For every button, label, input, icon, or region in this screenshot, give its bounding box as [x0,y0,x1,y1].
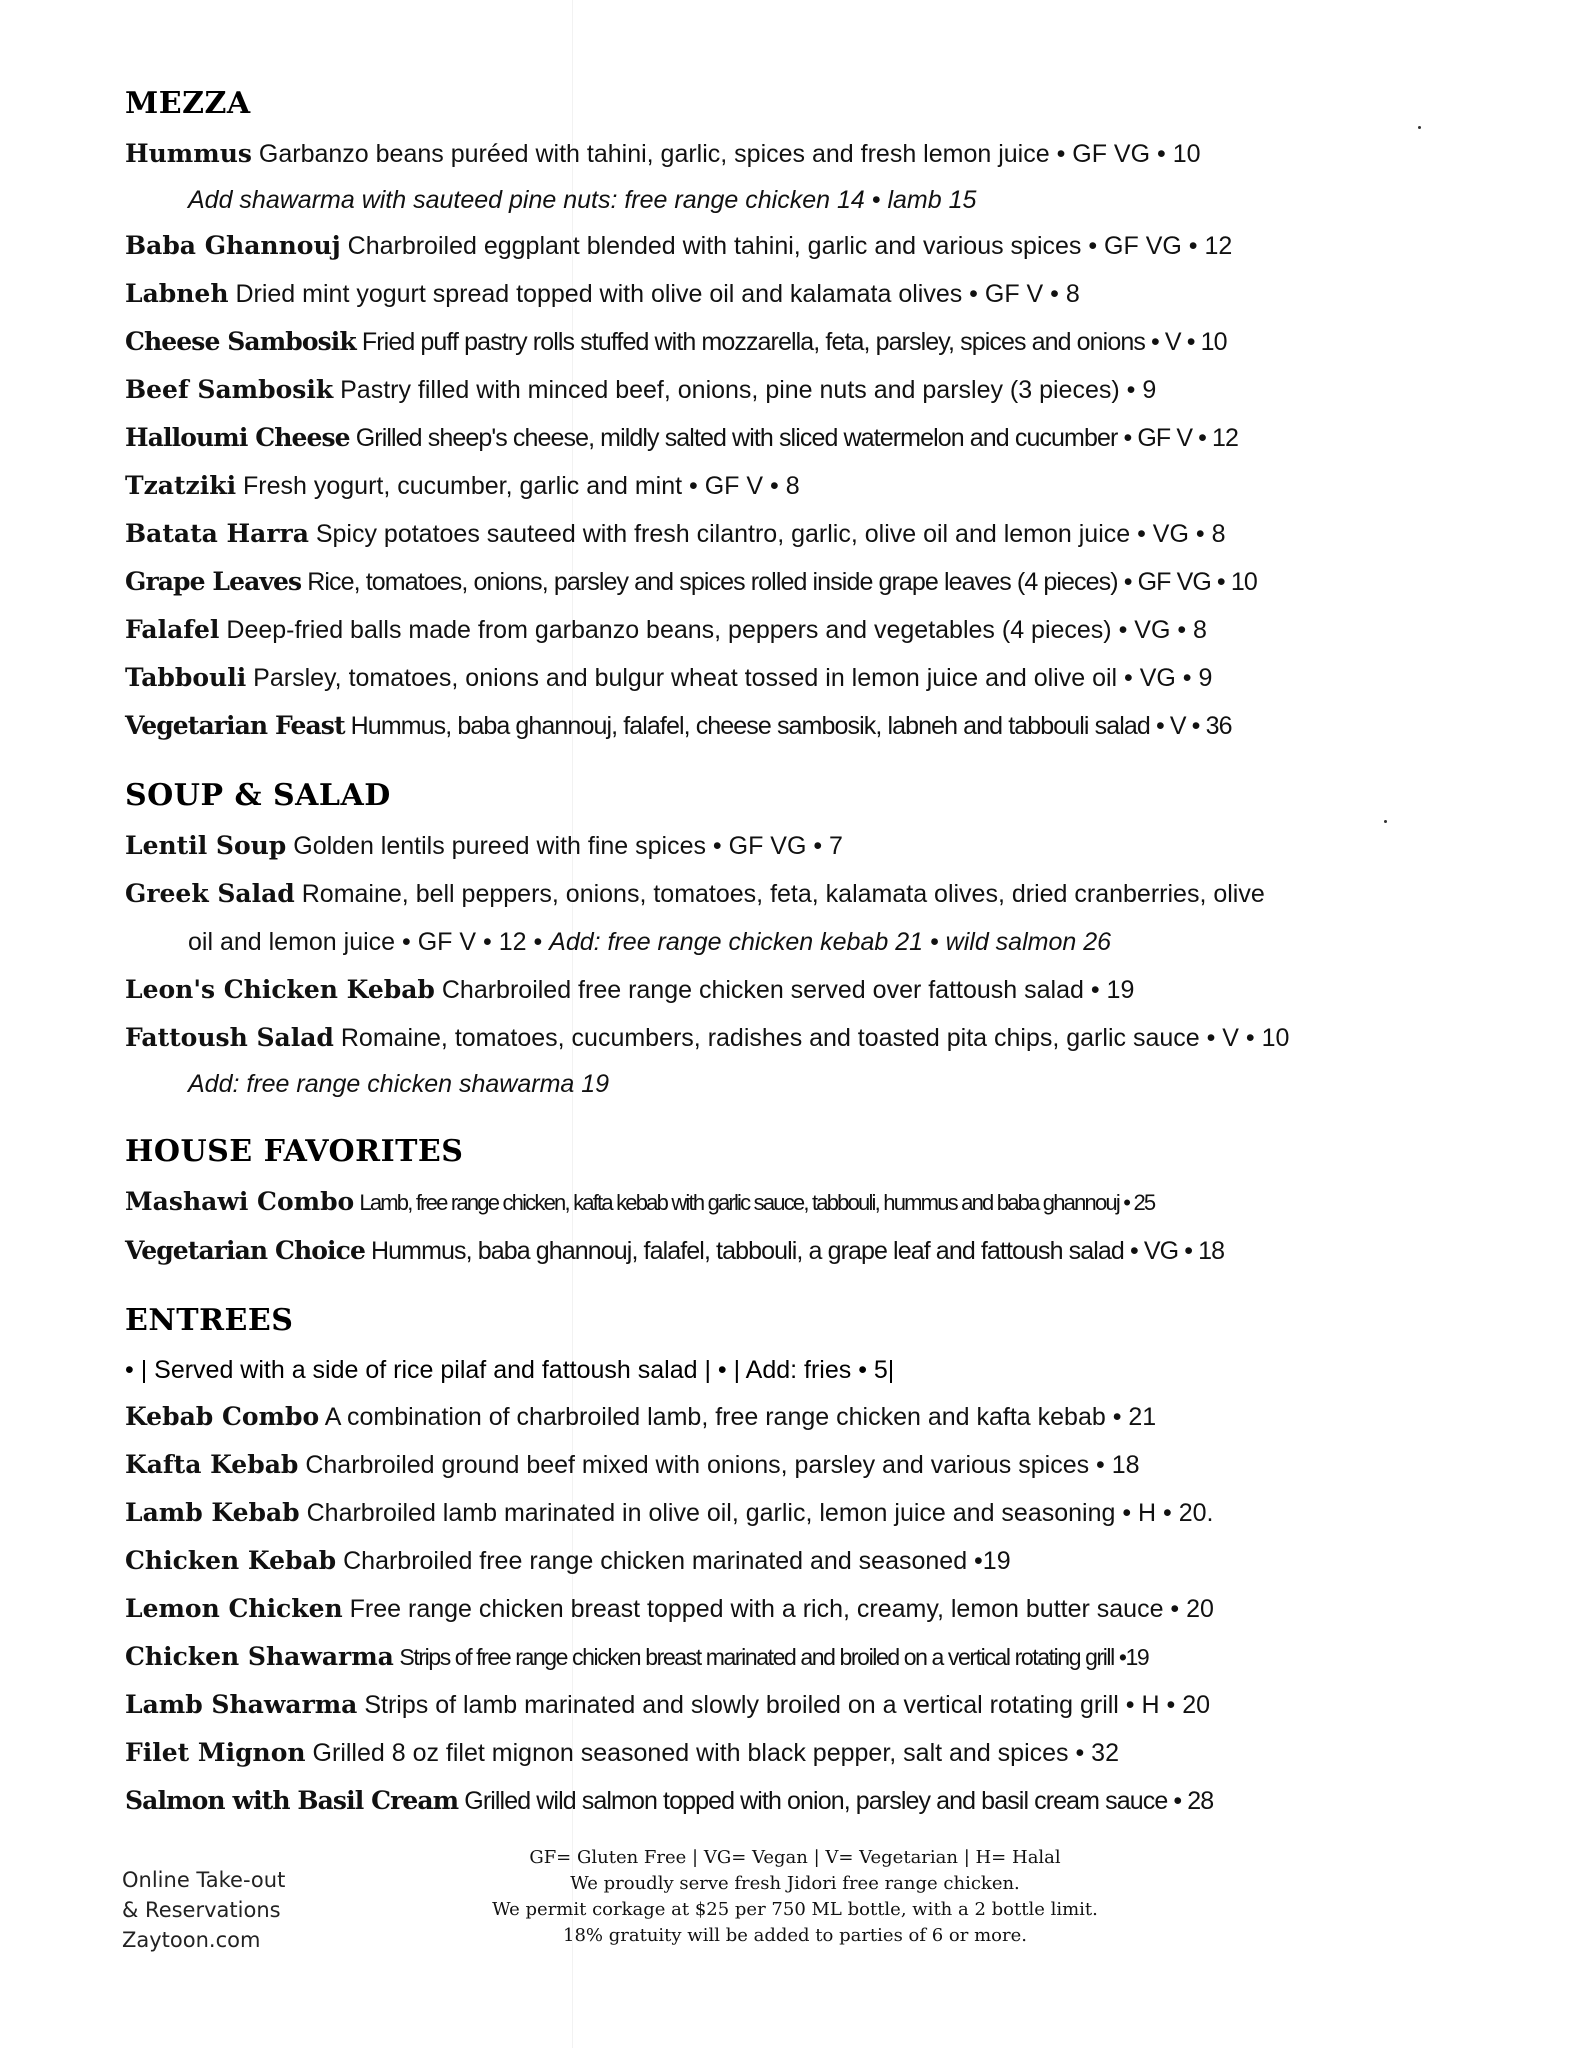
item-description: Fried puff pastry rolls stuffed with mozzarella, feta, parsley, spices and onions • V • 10 [361,328,1227,356]
item-name: Hummus [125,139,252,168]
item-description: Free range chicken breast topped with a rich, creamy, lemon butter sauce • 20 [349,1595,1214,1623]
menu-item-vegetarian-feast [125,702,1505,750]
item-name: Filet Mignon [125,1738,306,1767]
menu-item-baba-ghannouj [125,222,1505,270]
item-description: Charbroiled free range chicken marinated and seasoned •19 [343,1547,1011,1575]
item-description: Dried mint yogurt spread topped with olive oil and kalamata olives • GF V • 8 [235,280,1080,308]
item-description: Romaine, bell peppers, onions, tomatoes, feta, kalamata olives, dried cranberries, olive [301,880,1265,908]
item-description: Grilled 8 oz filet mignon seasoned with black pepper, salt and spices • 32 [312,1739,1119,1767]
menu-item-batata-harra [125,510,1505,558]
item-description: A combination of charbroiled lamb, free range chicken and kafta kebab • 21 [324,1403,1157,1431]
menu-item-chicken-kebab [125,1537,1505,1585]
footer-website: Zaytoon.com [122,1928,261,1952]
menu-item-lamb-kebab [125,1489,1505,1537]
menu-sections [125,84,1505,1851]
item-name: Halloumi Cheese [125,423,350,452]
item-description: Golden lentils pureed with fine spices • GF VG • 7 [293,832,843,860]
item-description: Hummus, baba ghannouj, falafel, cheese sambosik, labneh and tabbouli salad • V • 36 [350,712,1232,740]
item-description: Rice, tomatoes, onions, parsley and spices rolled inside grape leaves (4 pieces) • GF VG • 10 [307,568,1257,596]
menu-item-beef-sambosik [125,366,1505,414]
section-soup-salad [125,776,1505,1106]
menu-item-vegetarian-choice [125,1227,1505,1275]
item-description: Charbroiled eggplant blended with tahini, garlic and various spices • GF VG • 12 [347,232,1233,260]
footer-legend [420,1845,1170,1949]
item-addon: Add: free range chicken kebab 21 • wild salmon 26 [549,928,1112,956]
item-name: Chicken Kebab [125,1546,337,1575]
footer-note: 18% gratuity will be added to parties of 6 or more. [563,1925,1027,1946]
item-name: Kafta Kebab [125,1450,299,1479]
menu-item-greek-salad-cont [125,918,1505,966]
item-name: Beef Sambosik [125,375,334,404]
item-name: Fattoush Salad [125,1023,334,1052]
menu-item-mashawi-combo [125,1178,1505,1227]
menu-item-kebab-combo [125,1393,1505,1441]
item-description: Parsley, tomatoes, onions and bulgur wheat tossed in lemon juice and olive oil • VG • 9 [253,664,1213,692]
item-name: Vegetarian Choice [125,1236,365,1265]
menu-item-salmon-basil-cream [125,1777,1505,1825]
menu-item-hummus [125,130,1505,178]
item-name: Leon's Chicken Kebab [125,975,435,1004]
item-name: Mashawi Combo [125,1187,355,1216]
footer-note: We permit corkage at $25 per 750 ML bottle, with a 2 bottle limit. [492,1899,1098,1920]
item-description: Grilled sheep's cheese, mildly salted with sliced watermelon and cucumber • GF V • 12 [355,424,1239,452]
item-description: Lamb, free range chicken, kafta kebab with garlic sauce, tabbouli, hummus and baba ghannouj • 25 [359,1190,1155,1215]
item-name: Kebab Combo [125,1402,320,1431]
entrees-note: • | Served with a side of rice pilaf and fattoush salad | • | Add: fries • 5| [125,1356,895,1384]
item-description: Fresh yogurt, cucumber, garlic and mint • GF V • 8 [243,472,800,500]
item-name: Tzatziki [125,471,237,500]
menu-item-leons-chicken-kebab [125,966,1505,1014]
menu-item-greek-salad [125,870,1505,918]
item-description: Hummus, baba ghannouj, falafel, tabbouli, a grape leaf and fattoush salad • VG • 18 [371,1237,1225,1265]
item-name: Lemon Chicken [125,1594,343,1623]
item-name: Chicken Shawarma [125,1642,394,1671]
item-description: Strips of lamb marinated and slowly broiled on a vertical rotating grill • H • 20 [364,1691,1211,1719]
item-name: Grape Leaves [125,567,302,596]
item-description: Charbroiled lamb marinated in olive oil, garlic, lemon juice and seasoning • H • 20. [306,1499,1214,1527]
footer-contact [122,1865,382,1955]
menu-item-tzatziki [125,462,1505,510]
menu-item-grape-leaves [125,558,1505,606]
section-title: HOUSE FAVORITES [125,1134,464,1169]
menu-item-lamb-shawarma [125,1681,1505,1729]
item-description-cont: oil and lemon juice • GF V • 12 • [188,928,543,956]
item-name: Falafel [125,615,220,644]
menu-item-labneh [125,270,1505,318]
menu-item-halloumi [125,414,1505,462]
item-name: Cheese Sambosik [125,327,356,356]
item-description: Romaine, tomatoes, cucumbers, radishes and toasted pita chips, garlic sauce • V • 10 [340,1024,1290,1052]
item-description: Spicy potatoes sauteed with fresh cilantro, garlic, olive oil and lemon juice • VG • 8 [315,520,1226,548]
section-house-favorites [125,1132,1505,1275]
item-name: Greek Salad [125,879,295,908]
item-description: Deep-fried balls made from garbanzo beans, peppers and vegetables (4 pieces) • VG • 8 [226,616,1207,644]
item-name: Tabbouli [125,663,247,692]
item-description: Strips of free range chicken breast marinated and broiled on a vertical rotating grill •19 [399,1644,1149,1670]
menu-item-filet-mignon [125,1729,1505,1777]
item-name: Vegetarian Feast [125,711,345,740]
section-entrees [125,1301,1505,1825]
item-description: Charbroiled free range chicken served over fattoush salad • 19 [441,976,1135,1004]
item-addon: Add shawarma with sauteed pine nuts: free range chicken 14 • lamb 15 [188,186,977,214]
item-name: Baba Ghannouj [125,231,341,260]
item-description: Grilled wild salmon topped with onion, parsley and basil cream sauce • 28 [464,1787,1214,1815]
item-name: Labneh [125,279,229,308]
item-name: Salmon with Basil Cream [125,1786,459,1815]
item-addon: Add: free range chicken shawarma 19 [188,1070,610,1098]
item-description: Charbroiled ground beef mixed with onions, parsley and various spices • 18 [305,1451,1140,1479]
item-name: Lentil Soup [125,831,287,860]
footer-note: We proudly serve fresh Jidori free range chicken. [570,1873,1020,1894]
item-name: Lamb Shawarma [125,1690,358,1719]
section-title: SOUP & SALAD [125,778,391,813]
section-title: MEZZA [125,86,251,121]
diet-legend: GF= Gluten Free | VG= Vegan | V= Vegetarian | H= Halal [529,1847,1061,1868]
footer-line: Online Take-out [122,1868,286,1892]
menu-item-lemon-chicken [125,1585,1505,1633]
section-title: ENTREES [125,1303,294,1338]
menu-item-fattoush-salad [125,1014,1505,1062]
section-mezza [125,84,1505,750]
menu-item-kafta-kebab [125,1441,1505,1489]
menu-item-cheese-sambosik [125,318,1505,366]
item-name: Lamb Kebab [125,1498,300,1527]
item-description: Garbanzo beans puréed with tahini, garlic, spices and fresh lemon juice • GF VG • 10 [258,140,1201,168]
footer-line: & Reservations [122,1898,281,1922]
menu-item-tabbouli [125,654,1505,702]
menu-item-lentil-soup [125,822,1505,870]
item-name: Batata Harra [125,519,309,548]
menu-item-chicken-shawarma [125,1633,1505,1681]
menu-item-falafel [125,606,1505,654]
item-description: Pastry filled with minced beef, onions, pine nuts and parsley (3 pieces) • 9 [340,376,1157,404]
